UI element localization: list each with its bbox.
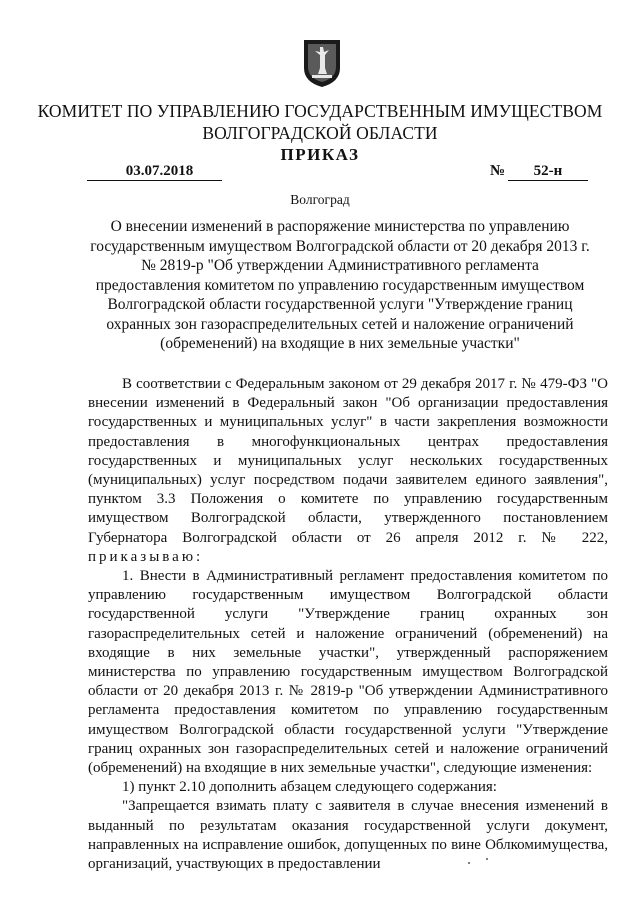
- body-paragraph: [88, 375, 608, 567]
- date-number-row: [0, 163, 640, 187]
- organization-name-line1: КОМИТЕТ ПО УПРАВЛЕНИЮ ГОСУДАРСТВЕННЫМ ИМУЩЕСТВОМ: [37, 101, 603, 121]
- order-word: приказываю:: [88, 548, 204, 565]
- preamble-text: В соответствии с Федеральным законом от 29 декабря 2017 г. № 479-ФЗ "О внесении изменений в Федеральный закон "Об организации предоставления государственных и муниципальных услуг" в части закрепления возможности предоставления в многофункциональных центрах предоставления государственных и муниципальных услуг нескольких государственных (муниципальных) услуг посредством подачи заявителем единого заявления", пунктом 3.3 Положения о комитете по управлению государственным имуществом Волгоградской области, утвержденного постановлением Губернатора Волгоградской области от 26 апреля 2012 г. № 222,: [88, 376, 608, 546]
- body-paragraph: 1) пункт 2.10 дополнить абзацем следующего содержания:: [122, 779, 497, 796]
- scan-artifact: [486, 858, 488, 860]
- organization-name-line2: ВОЛГОГРАДСКОЙ ОБЛАСТИ: [202, 123, 438, 143]
- body-paragraph: "Запрещается взимать плату с заявителя в случае внесения изменений в выданный по результатам оказания государственной услуги документ, направленных на исправление ошибок, допущенных по вине Облкомимущества, организаций, участвующих в предоставлении: [88, 798, 608, 873]
- document-subject: О внесении изменений в распоряжение министерства по управлению государственным имуществом Волгоградской области от 20 декабря 2013 г. № 2819-р "Об утверждении Административного регламента предоставления комитетом по управлению государственным имуществом Волгоградской области государственной услуги "Утверждение границ охранных зон газораспределительных сетей и наложение ограничений (обременений) на входящие в них земельные участки": [90, 218, 590, 352]
- document-number: 52-н: [508, 163, 588, 181]
- number-label: №: [490, 163, 506, 179]
- scan-artifact: [468, 862, 470, 864]
- body-paragraph: 1. Внести в Административный регламент предоставления комитетом по управлению государственным имуществом Волгоградской области государственной услуги "Утверждение границ охранных зон газораспределительных сетей и наложение ограничений (обременений) на входящие в них земельные участки", утвержденный распоряжением министерства по управлению государственным имуществом Волгоградской области от 20 декабря 2013 г. № 2819-р "Об утверждении Административного регламента предоставления комитетом по управлению государственным имуществом Волгоградской области государственной услуги "Утверждение границ охранных зон газораспределительных сетей и наложение ограничений (обременений) на входящие в них земельные участки", следующие изменения:: [88, 568, 608, 777]
- document-date: 03.07.2018: [87, 163, 222, 181]
- document-body: [88, 375, 608, 874]
- document-city: Волгоград: [290, 192, 350, 207]
- document-type: ПРИКАЗ: [280, 145, 360, 164]
- document-header: [0, 100, 640, 166]
- coat-of-arms-icon: [302, 38, 342, 88]
